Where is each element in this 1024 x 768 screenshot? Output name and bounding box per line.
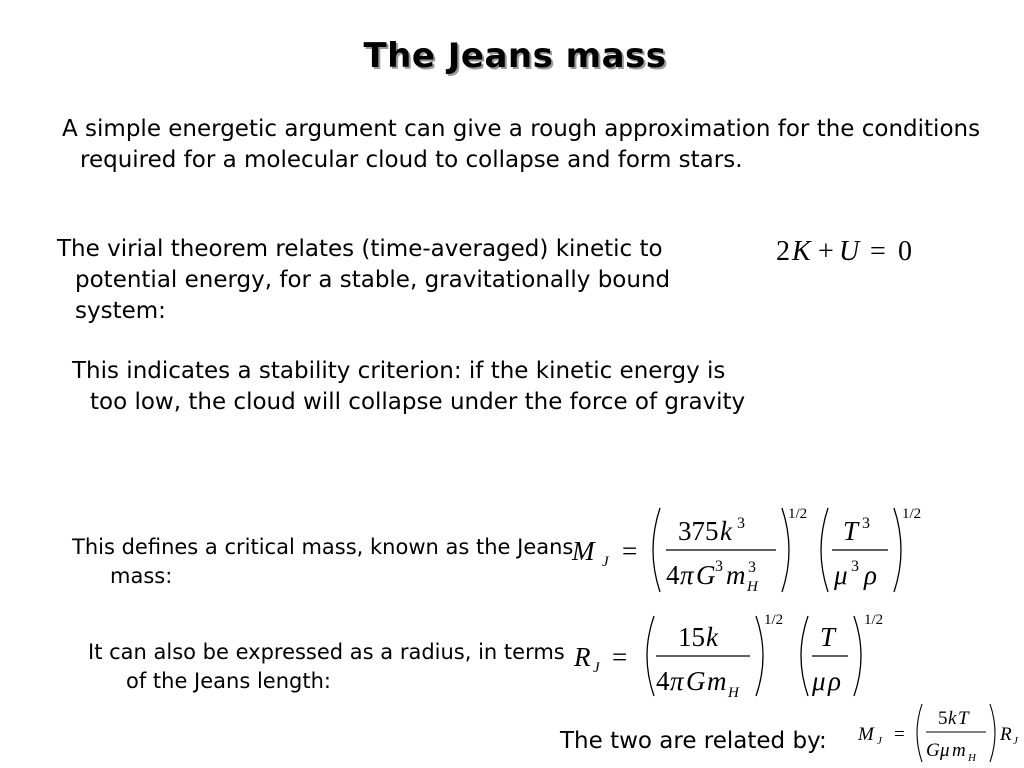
relation-equation xyxy=(856,700,1022,766)
rel-M-sub: J xyxy=(877,735,882,747)
virial-U: U xyxy=(839,236,860,267)
mj-f1-den-mexp: 3 xyxy=(748,559,756,576)
mj-f1-den-G: G xyxy=(696,560,716,590)
mj-equals: = xyxy=(622,536,638,566)
rel-num-coeff: 5 xyxy=(938,708,948,729)
jeans-length-paragraph: It can also be expressed as a radius, in terms of the Jeans length: xyxy=(88,640,565,693)
rj-f1-den-4: 4 xyxy=(656,666,670,696)
rj-f2-den-rho: ρ xyxy=(828,666,841,696)
rj-f2-num-T: T xyxy=(820,622,836,652)
rj-power1: 1/2 xyxy=(764,612,784,628)
rj-f1-num-k: k xyxy=(706,622,718,652)
rel-R: R xyxy=(1000,724,1012,745)
rj-equals: = xyxy=(612,642,628,672)
virial-equals: = xyxy=(870,236,886,267)
rj-power2: 1/2 xyxy=(864,612,884,628)
mj-M: M xyxy=(572,536,595,566)
rel-den-mu: μ xyxy=(940,740,950,761)
rel-den-m: m xyxy=(952,740,966,761)
mj-f2-num-exp: 3 xyxy=(862,515,870,532)
mj-sub: J xyxy=(602,554,609,570)
rel-paren-left xyxy=(917,704,922,762)
jeans-mass-equation xyxy=(568,500,948,600)
mj-f1-den-msub: H xyxy=(747,579,758,595)
virial-K: K xyxy=(792,236,811,267)
mj-f1-den-4: 4 xyxy=(666,560,680,590)
mj-f1-den-pi: π xyxy=(680,560,694,590)
rel-paren-right xyxy=(990,704,995,762)
rj-f1-den-pi: π xyxy=(670,666,684,696)
rj-paren1-right xyxy=(756,616,763,696)
rj-R: R xyxy=(574,642,591,672)
mj-paren2-right xyxy=(894,508,901,592)
mj-f2-den-mu: μ xyxy=(834,560,848,590)
mj-f1-num-k: k xyxy=(720,516,732,546)
virial-zero: 0 xyxy=(898,236,912,267)
rj-paren2-right xyxy=(854,616,861,696)
rel-den-G: G xyxy=(926,740,940,761)
mj-f2-den-rho: ρ xyxy=(864,560,877,590)
mj-f1-num-coeff: 375 xyxy=(678,516,719,546)
rj-f1-den-G: G xyxy=(686,666,706,696)
mj-f1-den-m: m xyxy=(726,560,746,590)
rj-f2-den-mu: μ xyxy=(812,666,826,696)
slide-title: The Jeans mass xyxy=(363,36,667,76)
mj-paren1-left xyxy=(653,508,660,592)
mj-power2: 1/2 xyxy=(902,506,922,522)
rj-paren1-left xyxy=(647,616,654,696)
stability-paragraph: This indicates a stability criterion: if the kinetic energy is too low, the cloud will collapse under the force of gravity xyxy=(72,358,746,415)
mj-paren2-left xyxy=(821,508,828,592)
rj-f1-num-coeff: 15 xyxy=(678,622,705,652)
rj-f1-den-m: m xyxy=(707,666,727,696)
rj-paren2-left xyxy=(801,616,808,696)
mj-f2-num-T: T xyxy=(843,516,859,546)
virial-plus: + xyxy=(818,236,834,267)
jeans-mass-paragraph: This defines a critical mass, known as the Jeans mass: xyxy=(72,535,574,588)
intro-paragraph: A simple energetic argument can give a rough approximation for the conditions required for a molecular cloud to collapse and form stars. xyxy=(62,116,981,173)
rel-equals: = xyxy=(894,724,905,745)
virial-paragraph: The virial theorem relates (time-averaged) kinetic to potential energy, for a stable, gravitationally bound system: xyxy=(57,236,671,324)
mj-f1-den-Gexp: 3 xyxy=(715,558,723,575)
mj-f1-num-exp: 3 xyxy=(737,515,745,532)
rj-f1-den-msub: H xyxy=(728,685,739,701)
relation-paragraph: The two are related by: xyxy=(560,728,827,754)
mj-f2-den-muexp: 3 xyxy=(851,558,859,575)
rj-sub: J xyxy=(593,660,600,676)
virial-coeff: 2 xyxy=(776,236,790,267)
jeans-length-equation xyxy=(568,608,908,704)
virial-equation xyxy=(770,232,930,272)
rel-den-msub: H xyxy=(968,752,976,764)
mj-power1: 1/2 xyxy=(788,506,808,522)
rel-num-k: k xyxy=(948,708,957,729)
rel-R-sub: J xyxy=(1013,735,1018,747)
rel-num-T: T xyxy=(958,708,969,729)
rel-M: M xyxy=(858,724,874,745)
